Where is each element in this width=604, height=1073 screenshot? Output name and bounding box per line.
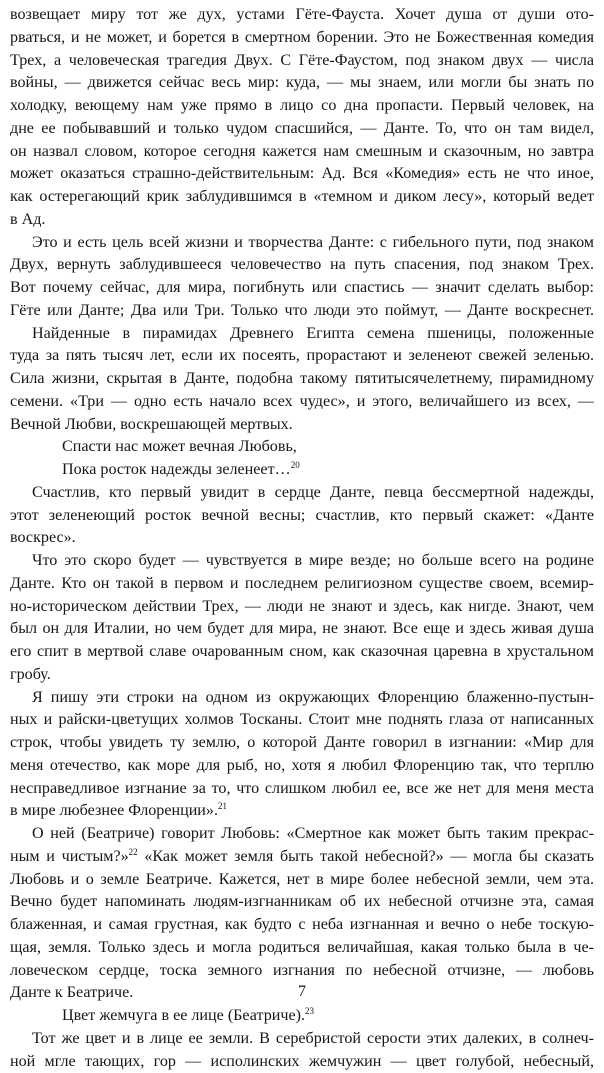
text-line: в Ад. bbox=[10, 209, 594, 232]
text-line: строк, чтобы увидеть ту землю, о которой Данте говорил в изгнании: «Мир для bbox=[10, 732, 594, 755]
text-line: семени. «Три — одно есть начало всех чудес», и этого, величайшего из всех, — bbox=[10, 391, 594, 414]
text-line: возвещает миру тот же дух, устами Гёте-Фауста. Хочет душа от души ото- bbox=[10, 4, 594, 27]
text-line: войны, — движется сейчас весь мир: куда, — мы знаем, или могли бы знать по bbox=[10, 72, 594, 95]
text-line: Вечно будет напоминать людям-изгнанникам об их небесной отчизне эта, самая bbox=[10, 891, 594, 914]
text-line: Данте к Беатриче. bbox=[10, 982, 594, 1005]
text-line: Вечной Любви, воскрешающей мертвых. bbox=[10, 414, 594, 437]
text-line: дне ее побывавший и только чудом спасшийся, — Данте. То, что он там видел, bbox=[10, 118, 594, 141]
footnote-ref: 20 bbox=[291, 460, 300, 470]
text-line: этот зеленеющий росток вечной весны; счастлив, кто первый скажет: «Данте bbox=[10, 505, 594, 528]
text-line: несправедливое изгнание за то, что слишком любил ее, все же нет для меня места bbox=[10, 778, 594, 801]
text-line: ловеческом сердце, тоска земного изгнания по небесной отчизне, — любовь bbox=[10, 960, 594, 983]
text-line: Тот же цвет и в лице ее земли. В серебристой серости этих далеких, в солнеч- bbox=[10, 1028, 594, 1051]
text-line bbox=[10, 846, 594, 869]
text-line: ной мгле тающих, гор — исполинских жемчужин — цвет голубой, небесный, bbox=[10, 1051, 594, 1073]
text-line: его спит в мертвой славе очарованным сном, как сказочная царевна в хрустальном bbox=[10, 641, 594, 664]
text-line: он назвал словом, которое сегодня кажется нам смешным и сказочным, но завтра bbox=[10, 141, 594, 164]
text-line bbox=[10, 800, 594, 823]
text-line: Найденные в пирамидах Древнего Египта семена пшеницы, положенные bbox=[10, 323, 594, 346]
text-line: был он для Италии, но чем будет для мира, не знают. Все еще и здесь живая душа bbox=[10, 618, 594, 641]
verse-text: Цвет жемчуга в ее лице (Беатриче). bbox=[62, 1007, 305, 1024]
verse-text: Пока росток надежды зеленеет… bbox=[62, 461, 291, 478]
text-line: но-историческом действии Трех, — люди не знают и здесь, как нигде. Знают, чем bbox=[10, 596, 594, 619]
footnote-ref: 23 bbox=[305, 1006, 314, 1016]
footnote-ref: 21 bbox=[218, 801, 227, 811]
text-line: ных и райски-цветущих холмов Тосканы. Стоит мне поднять глаза от написанных bbox=[10, 709, 594, 732]
text-line: гробу. bbox=[10, 664, 594, 687]
text-line: может оказаться страшно-действительным: Ад. Вся «Комедия» есть не что иное, bbox=[10, 163, 594, 186]
text-line: рваться, и не может, и борется в смертном борении. Это не Божественная комедия bbox=[10, 27, 594, 50]
text-line: Что это скоро будет — чувствуется в мире везде; но больше всего на родине bbox=[10, 550, 594, 573]
line-text: в мире любезнее Флоренции». bbox=[10, 802, 218, 819]
page-number: 7 bbox=[0, 983, 604, 1001]
footnote-ref: 22 bbox=[129, 847, 138, 857]
text-line: Сила жизни, скрытая в Данте, подобна такому пятитысячелетнему, пирамидному bbox=[10, 368, 594, 391]
text-line: Данте. Кто он такой в первом и последнем религиозном существе своем, всемир- bbox=[10, 573, 594, 596]
text-line: Трех, а человеческая трагедия Двух. С Гёте-Фаустом, под знаком двух — числа bbox=[10, 50, 594, 73]
text-line: Это и есть цель всей жизни и творчества Данте: с гибельного пути, под знаком bbox=[10, 232, 594, 255]
line-text: ным и чистым?» bbox=[10, 848, 129, 865]
text-line: воскрес». bbox=[10, 527, 594, 550]
line-text: «Как может земля быть такой небесной?» — могла бы сказать bbox=[138, 848, 594, 865]
text-line: Гёте или Данте; Два или Три. Только что люди это поймут, — Данте воскреснет. bbox=[10, 300, 594, 323]
body-text bbox=[10, 4, 594, 1073]
text-line: Двух, вернуть заблудившееся человечество на путь спасения, под знаком Трех. bbox=[10, 254, 594, 277]
verse-line: Спасти нас может вечная Любовь, bbox=[10, 436, 594, 459]
text-line: блаженная, и самая грустная, как будто с неба изгнанная и вечно о небе тоскую- bbox=[10, 914, 594, 937]
text-line: щая, земля. Только здесь и могла родиться величайшая, какая только была в че- bbox=[10, 937, 594, 960]
text-line: Я пишу эти строки на одном из окружающих Флоренцию блаженно-пустын- bbox=[10, 687, 594, 710]
text-line: Вот почему сейчас, для мира, погибнуть или спастись — значит сделать выбор: bbox=[10, 277, 594, 300]
text-line: холодку, веющему нам уже прямо в лицо со дна пропасти. Первый человек, на bbox=[10, 95, 594, 118]
text-line: Счастлив, кто первый увидит в сердце Данте, певца бессмертной надежды, bbox=[10, 482, 594, 505]
text-line: туда за пять тысяч лет, если их посеять, прорастают и зеленеют свежей зеленью. bbox=[10, 345, 594, 368]
verse-line bbox=[10, 459, 594, 482]
text-line: О ней (Беатриче) говорит Любовь: «Смертное как может быть таким прекрас- bbox=[10, 823, 594, 846]
text-line: Любовь и о земле Беатриче. Кажется, нет в мире более небесной земли, чем эта. bbox=[10, 869, 594, 892]
verse-line bbox=[10, 1005, 594, 1028]
text-line: меня отечество, как море для рыб, но, хотя я любил Флоренцию так, что терплю bbox=[10, 755, 594, 778]
text-line: как остерегающий крик заблудившимся в «темном и диком лесу», который ведет bbox=[10, 186, 594, 209]
